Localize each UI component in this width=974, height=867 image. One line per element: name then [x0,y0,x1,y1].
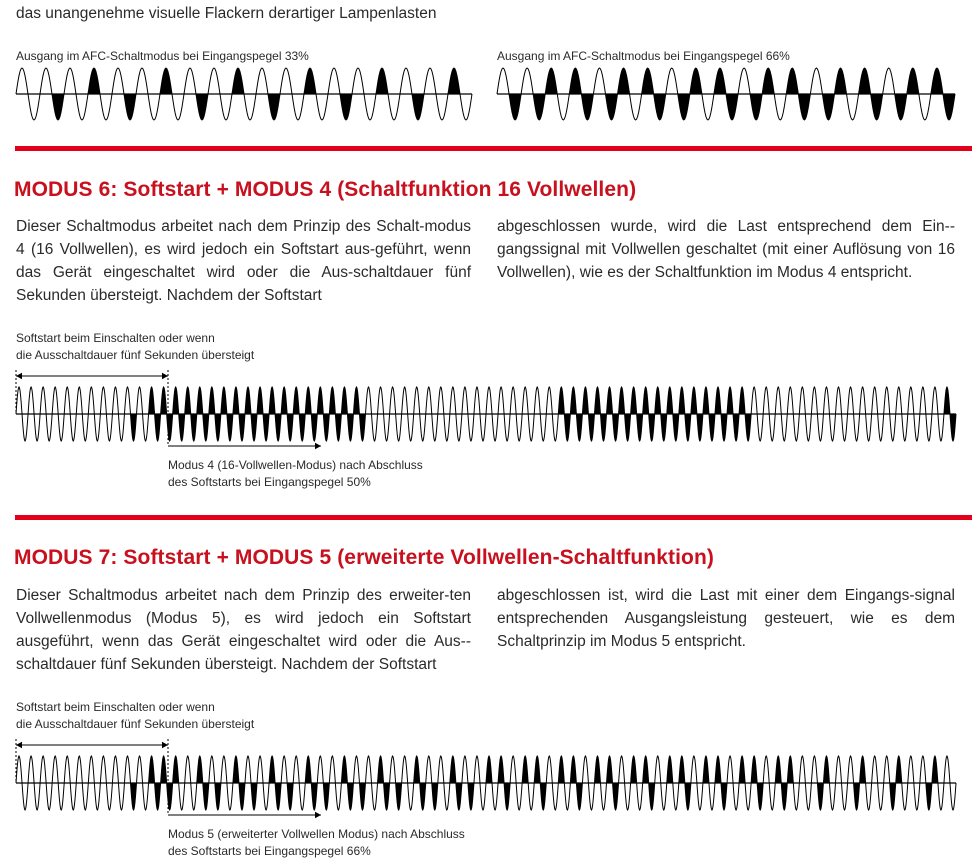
mode7-text-col2 [497,584,955,653]
arrow-left-head [16,742,22,748]
mode7-after-label-line2: des Softstarts bei Eingangspegel 66% [168,844,371,858]
mode6-softstart-label [16,330,254,364]
mode6-softstart-label-line2: die Ausschaltdauer fünf Sekunden übersteigt [16,348,255,362]
afc-33-waveform [16,66,472,122]
arrow-right-head [315,812,321,818]
mode7-paragraph-1: Dieser Schaltmodus arbeitet nach dem Prinzip des erweiter-ten Vollwellenmodus (Modus 5), es wird jedoch ein Softstart ausgeführt, wenn das Gerät eingeschaltet wird oder die Aus-schaltdauer fünf Sekunden übersteigt. Nachdem der Softstart [16,587,471,673]
mode7-heading: MODUS 7: Softstart + MODUS 5 (erweiterte Vollwellen-Schaltfunktion) [14,546,714,569]
mode7-softstart-label-line1: Softstart beim Einschalten oder wenn [16,700,215,714]
mode7-after-label-line1: Modus 5 (erweiterter Vollwellen Modus) nach Abschluss [168,827,465,841]
mode6-heading: MODUS 6: Softstart + MODUS 4 (Schaltfunktion 16 Vollwellen) [14,178,637,201]
mode6-softstart-label-line1: Softstart beim Einschalten oder wenn [16,331,215,345]
mode7-paragraph-2: abgeschlossen ist, wird die Last mit einer dem Eingangs-signal entsprechenden Ausgangsleistung gesteuert, wie es dem Schaltprinzip im Modus 5 entspricht. [497,587,955,650]
arrow-right-head [162,373,168,379]
mode7-text-col1 [16,584,471,676]
afc-66-waveform [497,66,955,122]
afc-left-caption: Ausgang im AFC-Schaltmodus bei Eingangspegel 33% [16,49,309,63]
mode6-after-label [168,457,423,491]
afc-right-caption: Ausgang im AFC-Schaltmodus bei Eingangspegel 66% [497,49,790,63]
mode7-waveform [16,735,956,825]
mode7-after-label [168,826,465,860]
mode6-after-label-line2: des Softstarts bei Eingangspegel 50% [168,475,371,489]
mode7-softstart-label [16,699,254,733]
arrow-left-head [16,373,22,379]
mode7-softstart-label-line2: die Ausschaltdauer fünf Sekunden übersteigt [16,717,255,731]
mode6-waveform [16,366,956,456]
mode6-text-col2 [497,215,955,284]
mode6-paragraph-2: abgeschlossen wurde, wird die Last entsprechend dem Ein-gangssignal mit Vollwellen geschaltet (mit einer Auflösung von 16 Vollwellen), wie es der Schaltfunktion im Modus 4 entspricht. [497,218,955,281]
mode6-text-col1 [16,215,471,307]
mode6-after-label-line1: Modus 4 (16-Vollwellen-Modus) nach Abschluss [168,458,423,472]
section-divider [15,146,972,151]
intro-text: das unangenehme visuelle Flackern derartiger Lampenlasten [16,5,437,22]
mode6-paragraph-1: Dieser Schaltmodus arbeitet nach dem Prinzip des Schalt-modus 4 (16 Vollwellen), es wird jedoch ein Softstart aus-geführt, wenn das Gerät eingeschaltet wird oder die Aus-schaltdauer fünf Sekunden übersteigt. Nachdem der Softstart [16,218,471,304]
arrow-right-head [162,742,168,748]
section-divider [15,515,972,520]
arrow-right-head [315,443,321,449]
